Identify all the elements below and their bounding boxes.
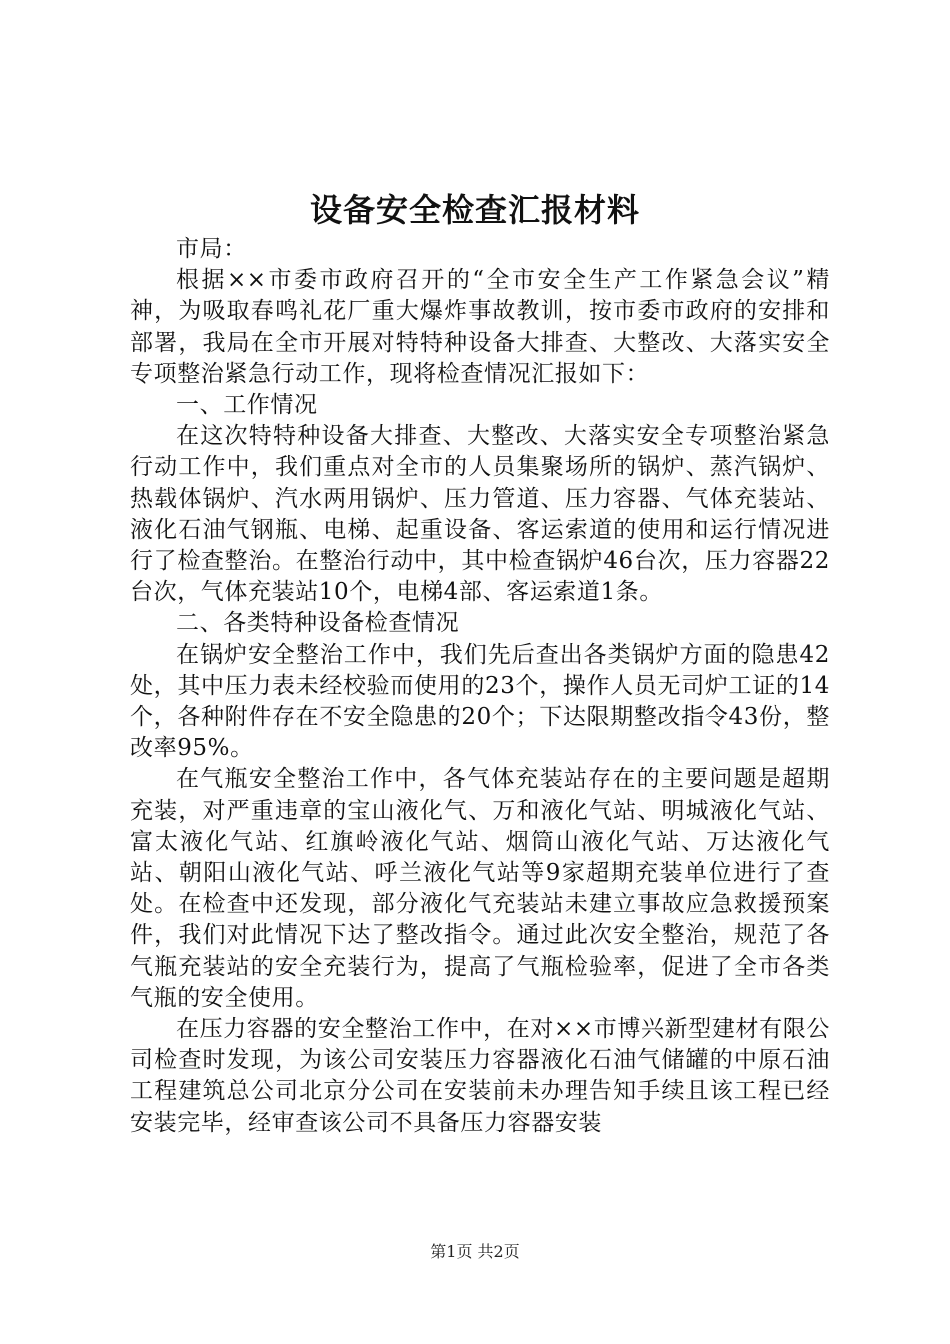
section-heading-work-status: 一、工作情况 <box>176 392 318 419</box>
document-body <box>130 234 830 1139</box>
paragraph-intro: 根据××市委市政府召开的“全市安全生产工作紧急会议”精神，为吸取春鸣礼花厂重大爆炸事故教训，按市委市政府的安排和部署，我局在全市开展对特特种设备大排查、大整改、大落实安全专项整治紧急行动工作，现将检查情况汇报如下： <box>130 267 830 387</box>
section-heading-equipment-inspection: 二、各类特种设备检查情况 <box>176 610 460 637</box>
paragraph-work-status: 在这次特特种设备大排查、大整改、大落实安全专项整治紧急行动工作中，我们重点对全市的人员集聚场所的锅炉、蒸汽锅炉、热载体锅炉、汽水两用锅炉、压力管道、压力容器、气体充装站、液化石油气钢瓶、电梯、起重设备、客运索道的使用和运行情况进行了检查整治。在整治行动中，其中检查锅炉46台次，压力容器22台次，气体充装站10个，电梯4部、客运索道1条。 <box>130 423 830 606</box>
paragraph-pressure-vessel-inspection: 在压力容器的安全整治工作中，在对××市博兴新型建材有限公司检查时发现，为该公司安装压力容器液化石油气储罐的中原石油工程建筑总公司北京分公司在安装前未办理告知手续且该工程已经安装完毕，经审查该公司不具备压力容器安装 <box>130 1016 830 1136</box>
page-footer: 第1页 共2页 <box>430 1242 520 1261</box>
salutation: 市局： <box>176 236 247 262</box>
paragraph-gas-cylinder-inspection: 在气瓶安全整治工作中，各气体充装站存在的主要问题是超期充装，对严重违章的宝山液化气、万和液化气站、明城液化气站、富太液化气站、红旗岭液化气站、烟筒山液化气站、万达液化气站、朝阳山液化气站、呼兰液化气站等9家超期充装单位进行了查处。在检查中还发现，部分液化气充装站未建立事故应急救援预案件，我们对此情况下达了整改指令。通过此次安全整治，规范了各气瓶充装站的安全充装行为，提高了气瓶检验率，促进了全市各类气瓶的安全使用。 <box>130 766 830 1011</box>
document-title: 设备安全检查汇报材料 <box>309 191 640 229</box>
paragraph-boiler-inspection: 在锅炉安全整治工作中，我们先后查出各类锅炉方面的隐患42处，其中压力表未经校验而使用的23个，操作人员无司炉工证的14个，各种附件存在不安全隐患的20个；下达限期整改指令43份，整改率95%。 <box>130 641 830 762</box>
